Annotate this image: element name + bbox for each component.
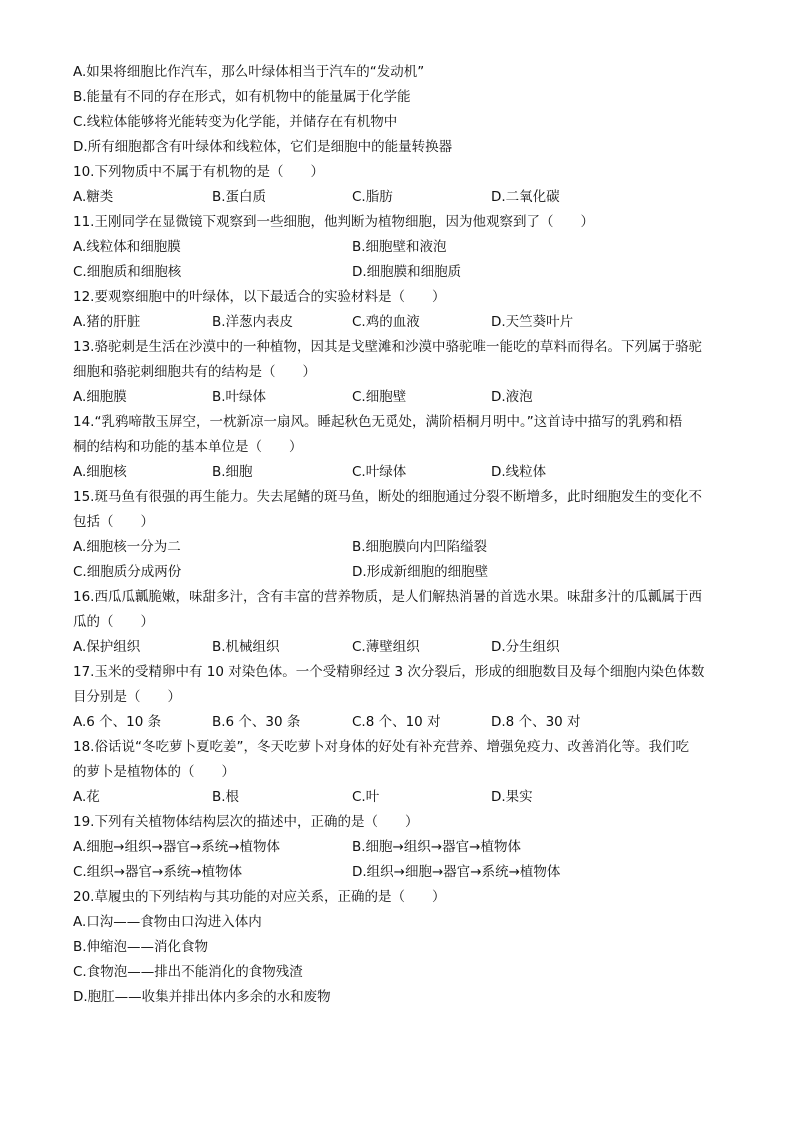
q20-option-b: B.伸缩泡——消化食物 bbox=[73, 939, 209, 955]
q12-option-b: B.洋葱内表皮 bbox=[212, 314, 294, 330]
q20-option-d: D.胞肛——收集并排出体内多余的水和废物 bbox=[73, 989, 331, 1005]
q17-option-b: B.6 个、30 条 bbox=[212, 714, 301, 730]
q12-option-d: D.天竺葵叶片 bbox=[491, 314, 574, 330]
q16-option-a: A.保护组织 bbox=[73, 639, 141, 655]
q17-option-d: D.8 个、30 对 bbox=[491, 714, 581, 730]
q18-option-d: D.果实 bbox=[491, 789, 533, 805]
q17-option-c: C.8 个、10 对 bbox=[352, 714, 441, 730]
q13-stem-line2: 细胞和骆驼刺细胞共有的结构是（ ） bbox=[73, 364, 316, 380]
q16-stem-line2: 瓜的（ ） bbox=[73, 614, 154, 630]
q15-option-a: A.细胞核一分为二 bbox=[73, 539, 181, 555]
q20-option-c: C.食物泡——排出不能消化的食物残渣 bbox=[73, 964, 303, 980]
q14-option-c: C.叶绿体 bbox=[352, 464, 407, 480]
q12-stem: 12.要观察细胞中的叶绿体，以下最适合的实验材料是（ ） bbox=[73, 289, 446, 305]
q14-option-d: D.线粒体 bbox=[491, 464, 547, 480]
q10-option-d: D.二氧化碳 bbox=[491, 189, 560, 205]
q15-stem-line2: 包括（ ） bbox=[73, 514, 154, 530]
q12-option-a: A.猪的肝脏 bbox=[73, 314, 141, 330]
q20-stem: 20.草履虫的下列结构与其功能的对应关系，正确的是（ ） bbox=[73, 889, 446, 905]
q16-stem-line1: 16.西瓜瓜瓤脆嫩，味甜多汁，含有丰富的营养物质，是人们解热消暑的首选水果。味甜多汁的瓜瓤属于西 bbox=[73, 589, 702, 605]
q16-option-c: C.薄壁组织 bbox=[352, 639, 420, 655]
q14-option-a: A.细胞核 bbox=[73, 464, 127, 480]
q12-option-c: C.鸡的血液 bbox=[352, 314, 420, 330]
q16-option-b: B.机械组织 bbox=[212, 639, 280, 655]
q15-option-d: D.形成新细胞的细胞壁 bbox=[352, 564, 489, 580]
q18-stem-line2: 的萝卜是植物体的（ ） bbox=[73, 764, 235, 780]
q15-option-b: B.细胞膜向内凹陷缢裂 bbox=[352, 539, 488, 555]
q19-stem: 19.下列有关植物体结构层次的描述中，正确的是（ ） bbox=[73, 814, 419, 830]
q19-option-d: D.组织→细胞→器官→系统→植物体 bbox=[352, 864, 561, 880]
q11-option-c: C.细胞质和细胞核 bbox=[73, 264, 182, 280]
q15-stem-line1: 15.斑马鱼有很强的再生能力。失去尾鳍的斑马鱼，断处的细胞通过分裂不断增多，此时细胞发生的变化不 bbox=[73, 489, 702, 505]
q13-option-d: D.液泡 bbox=[491, 389, 533, 405]
q18-option-a: A.花 bbox=[73, 789, 100, 805]
q16-option-d: D.分生组织 bbox=[491, 639, 560, 655]
q14-stem-line1: 14.“乳鸦啼散玉屏空，一枕新凉一扇风。睡起秋色无觅处，满阶梧桐月明中。”这首诗中描写的乳鸦和梧 bbox=[73, 414, 683, 430]
q9-option-a: A.如果将细胞比作汽车，那么叶绿体相当于汽车的“发动机” bbox=[73, 64, 425, 80]
q19-option-b: B.细胞→组织→器官→植物体 bbox=[352, 839, 521, 855]
q18-stem-line1: 18.俗话说“冬吃萝卜夏吃姜”，冬天吃萝卜对身体的好处有补充营养、增强免疫力、改善消化等。我们吃 bbox=[73, 739, 689, 755]
q18-option-c: C.叶 bbox=[352, 789, 380, 805]
q13-option-c: C.细胞壁 bbox=[352, 389, 407, 405]
q19-option-a: A.细胞→组织→器官→系统→植物体 bbox=[73, 839, 281, 855]
q17-option-a: A.6 个、10 条 bbox=[73, 714, 162, 730]
q15-option-c: C.细胞质分成两份 bbox=[73, 564, 182, 580]
q10-stem: 10.下列物质中不属于有机物的是（ ） bbox=[73, 164, 324, 180]
q19-option-c: C.组织→器官→系统→植物体 bbox=[73, 864, 243, 880]
q9-option-d: D.所有细胞都含有叶绿体和线粒体，它们是细胞中的能量转换器 bbox=[73, 139, 453, 155]
q17-stem-line2: 目分别是（ ） bbox=[73, 689, 181, 705]
q20-option-a: A.口沟——食物由口沟进入体内 bbox=[73, 914, 262, 930]
q10-option-a: A.糖类 bbox=[73, 189, 114, 205]
q9-option-c: C.线粒体能够将光能转变为化学能，并储存在有机物中 bbox=[73, 114, 398, 130]
q18-option-b: B.根 bbox=[212, 789, 240, 805]
q11-option-b: B.细胞壁和液泡 bbox=[352, 239, 447, 255]
q13-stem-line1: 13.骆驼刺是生活在沙漠中的一种植物，因其是戈壁滩和沙漠中骆驼唯一能吃的草料而得名。下列属于骆驼 bbox=[73, 339, 702, 355]
q11-stem: 11.王刚同学在显微镜下观察到一些细胞，他判断为植物细胞，因为他观察到了（ ） bbox=[73, 214, 594, 230]
q13-option-b: B.叶绿体 bbox=[212, 389, 267, 405]
q11-option-a: A.线粒体和细胞膜 bbox=[73, 239, 181, 255]
q11-option-d: D.细胞膜和细胞质 bbox=[352, 264, 462, 280]
q9-option-b: B.能量有不同的存在形式，如有机物中的能量属于化学能 bbox=[73, 89, 411, 105]
q10-option-b: B.蛋白质 bbox=[212, 189, 267, 205]
q14-option-b: B.细胞 bbox=[212, 464, 253, 480]
q17-stem-line1: 17.玉米的受精卵中有 10 对染色体。一个受精卵经过 3 次分裂后，形成的细胞数目及每个细胞内染色体数 bbox=[73, 664, 705, 680]
q13-option-a: A.细胞膜 bbox=[73, 389, 127, 405]
q14-stem-line2: 桐的结构和功能的基本单位是（ ） bbox=[73, 439, 303, 455]
q10-option-c: C.脂肪 bbox=[352, 189, 393, 205]
